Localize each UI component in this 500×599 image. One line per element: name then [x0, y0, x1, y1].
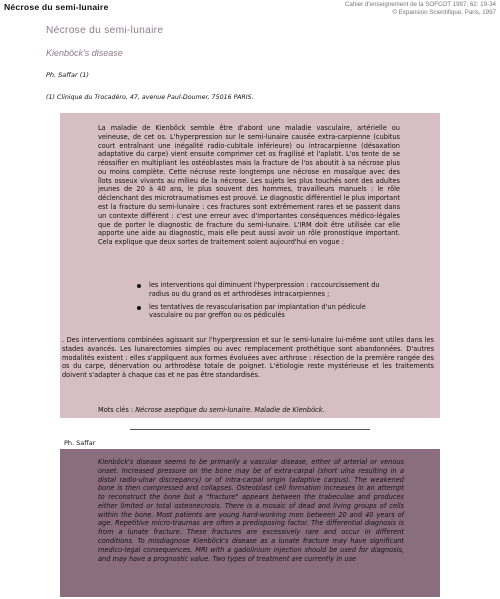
abstract-fr-intro: La maladie de Kienböck semble être d'abord une maladie vasculaire, artérielle ou veineuse, de cet os. L'hyperpression sur le semi-lunaire causée extra-carpienne (cubitus court entraînant une inégalité radio-cubitale inférieure) ou intracarpienne (désaxation adaptative du carpe) vient ensuite comprimer cet os fragilisé et l'aplatit. L'os tente de se réossifier en multipliant les ostéoblastes mais la fracture de l'os aboutit à sa nécrose plus ou moins complète. Cette nécrose reste longtemps une nécrose en mosaïque avec des îlots osseux vivants au milieu de la nécrose. Les sujets les plus touchés sont des adultes jeunes de 20 à 40 ans, le plus souvent des hommes, travailleurs manuels : le rôle déclenchant des microtraumatismes est prouvé. Le diagnostic différentiel le plus important est la fracture du semi-lunaire : ces fractures sont extrêmement rares et se passent dans un contexte différent : c'est une erreur avec d'importantes conséquences médico-légales que de porter le diagnostic de fracture du semi-lunaire. L'IRM doit être utilisée car elle apporte une aide au diagnostic, mais elle peut aussi avoir un rôle pronostique important. Cela explique que deux sortes de traitement soient aujourd'hui en vogue :: [98, 124, 400, 247]
abstract-fr-conclusion: . Des interventions combinées agissant sur l'hyperpression et sur le semi-lunaire lui-même sont utiles dans les stades avancés. Les lunarectomies simples ou avec remplacement prothétique sont abandonnées. D'autres modalités existent : elles s'appliquent aux formes évoluées avec arthrose : résection de la première rangée des os du carpe, dénervation ou arthrodèse totale de poignet. L'étiologie reste mystérieuse et les traitements doivent s'adapter à chaque cas et ne pas être standardisés.: [62, 336, 434, 380]
abstract-en-author: Ph. Saffar: [60, 438, 440, 449]
keywords: [98, 406, 418, 415]
keywords-label: Mots clés :: [98, 406, 134, 414]
article-authors: Ph. Saffar (1): [46, 71, 89, 79]
abstract-french: [60, 113, 440, 418]
section-divider: [130, 429, 370, 430]
author-affiliation: (1) Clinique du Trocadéro, 47, avenue Paul-Doumer, 75016 PARIS.: [46, 94, 254, 101]
publisher-copyright: © Expansion Scientifique, Paris, 1997: [392, 9, 496, 17]
journal-citation: Cahier d'enseignement de la SOFCOT 1997; 62: 19-34: [344, 1, 496, 8]
bullet-icon: [137, 306, 141, 310]
article-title: Nécrose du semi-lunaire: [46, 25, 164, 36]
abstract-en-body: Kienböck's disease seems to be primarily a vascular disease, either of arterial or venous onset. Increased pressure on the bone may be of extra-carpal (short ulna resulting in a distal radio-ulnar discrepancy) or of intra-carpal origin (adaptive carpus). The weakened bone is then compressed and collapses. Osteoblast cell formation increases in an attempt to reconstruct the bone but a "fracture" appears between the trabeculae and produces either limited or total osteonecrosis. There is a mosaic of dead and living groups of cells within the bone. Most patients are young hard-working men between 20 and 40 years of age. Repetitive micro-traumas are often a predisposing factor. The differential diagnosis is from a lunate fracture. These fractures are excessively rare and occur in different conditions. To misdiagnose Kienböck's disease as a lunate fracture may have significant medico-legal consequences. MRI with a gadolinium injection should be used for diagnosis, and may have a prognostic value. Two types of treatment are currently in use: [98, 458, 404, 563]
list-item-text: les tentatives de revascularisation par implantation d'un pédicule vasculaire ou par greffon ou os pédiculés: [149, 302, 366, 320]
article-subtitle: Kienböck's disease: [46, 48, 123, 58]
list-item: [136, 303, 400, 321]
bullet-icon: [137, 284, 141, 288]
keywords-values: Nécrose aseptique du semi-lunaire. Maladie de Kienböck.: [135, 406, 325, 414]
running-title: Nécrose du semi-lunaire: [4, 2, 109, 12]
abstract-english: [60, 438, 440, 597]
abstract-fr-list: [136, 281, 400, 324]
list-item-text: les interventions qui diminuent l'hyperpression : raccourcissement du radius ou du grand os et arthrodèses intracarpiennes ;: [149, 281, 380, 298]
journal-reference: [345, 1, 496, 17]
list-item: [136, 281, 400, 299]
